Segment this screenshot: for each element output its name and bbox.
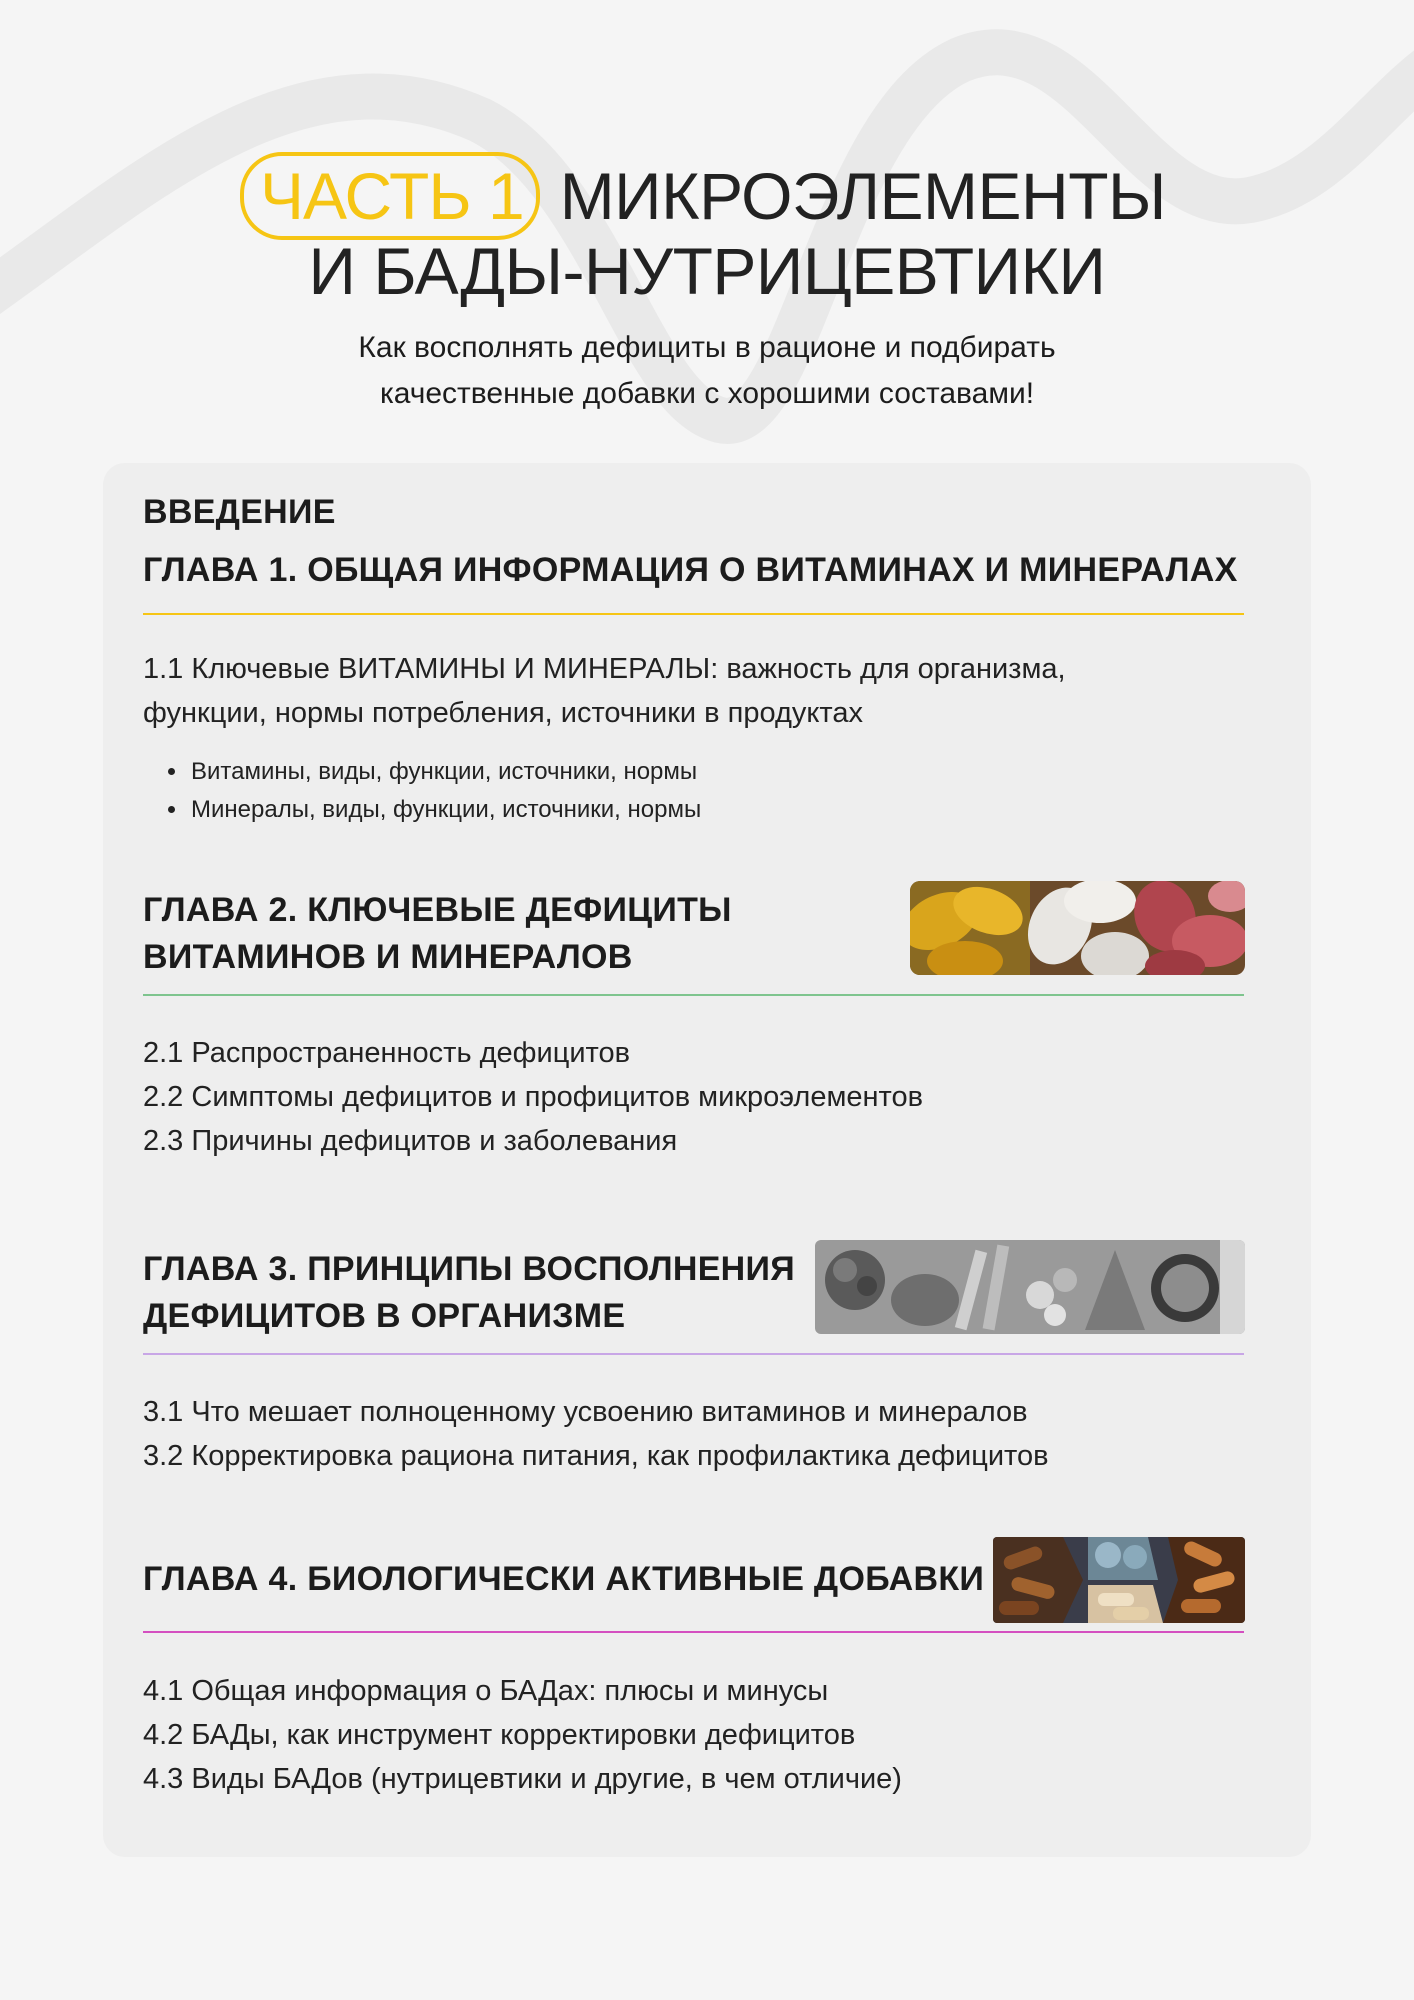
chapter-2-divider [143, 994, 1244, 996]
chapter-4-items [143, 1669, 902, 1801]
list-item[interactable]: • Минералы, виды, функции, источники, нормы [189, 791, 701, 829]
intro-heading[interactable]: ВВЕДЕНИЕ [143, 493, 336, 531]
chapter-1-bullet-list [143, 753, 701, 829]
subtitle-line-2: качественные добавки с хорошими составами! [379, 377, 1035, 410]
subtitle-line-1: Как восполнять дефициты в рационе и подбирать [358, 331, 1056, 364]
chapter-4-heading[interactable]: ГЛАВА 4. БИОЛОГИЧЕСКИ АКТИВНЫЕ ДОБАВКИ [143, 1560, 985, 1598]
chapter-1-divider [143, 613, 1244, 615]
chapter-1-item-line1: 1.1 Ключевые ВИТАМИНЫ И МИНЕРАЛЫ: важность для организма, [143, 653, 1066, 685]
chapter-3-items [143, 1390, 1049, 1478]
capsules-photo [993, 1537, 1245, 1623]
list-item[interactable]: 4.2 БАДы, как инструмент корректировки дефицитов [143, 1719, 856, 1751]
chapter-1-item[interactable] [143, 647, 1066, 735]
list-item[interactable]: 4.3 Виды БАДов (нутрицевтики и другие, в чем отличие) [143, 1763, 902, 1795]
chapter-2-items [143, 1031, 923, 1163]
chapter-2-heading-line1: ГЛАВА 2. КЛЮЧЕВЫЕ ДЕФИЦИТЫ [143, 891, 732, 929]
chapter-1-heading[interactable]: ГЛАВА 1. ОБЩАЯ ИНФОРМАЦИЯ О ВИТАМИНАХ И МИНЕРАЛАХ [143, 551, 1238, 589]
list-item[interactable]: 2.2 Симптомы дефицитов и профицитов микроэлементов [143, 1081, 924, 1113]
list-item[interactable]: • Витамины, виды, функции, источники, нормы [189, 753, 701, 791]
title-line-1 [240, 151, 1166, 241]
list-item[interactable]: 2.3 Причины дефицитов и заболевания [143, 1125, 678, 1157]
chapter-4-divider [143, 1631, 1244, 1633]
list-item[interactable]: 3.1 Что мешает полноценному усвоению витаминов и минералов [143, 1396, 1028, 1428]
chapter-3-divider [143, 1353, 1244, 1355]
pills-photo [910, 881, 1245, 975]
page-title-line2: И БАДЫ-НУТРИЦЕВТИКИ [308, 234, 1106, 308]
table-of-contents-card [103, 463, 1311, 1857]
page-subtitle [0, 325, 1414, 417]
chapter-2-heading[interactable] [143, 887, 732, 981]
chapter-3-heading-line2: ДЕФИЦИТОВ В ОРГАНИЗМЕ [143, 1297, 626, 1335]
part-badge: ЧАСТЬ 1 [240, 152, 540, 240]
chapter-1-item-line2: функции, нормы потребления, источники в продуктах [143, 697, 863, 729]
list-item[interactable]: 3.2 Корректировка рациона питания, как профилактика дефицитов [143, 1440, 1049, 1472]
list-item[interactable]: 4.1 Общая информация о БАДах: плюсы и минусы [143, 1675, 829, 1707]
vegetables-photo [815, 1240, 1245, 1334]
chapter-3-heading-line1: ГЛАВА 3. ПРИНЦИПЫ ВОСПОЛНЕНИЯ [143, 1250, 796, 1288]
page-title-line1: МИКРОЭЛЕМЕНТЫ [559, 159, 1166, 233]
chapter-2-heading-line2: ВИТАМИНОВ И МИНЕРАЛОВ [143, 938, 633, 976]
list-item[interactable]: 2.1 Распространенность дефицитов [143, 1037, 631, 1069]
chapter-3-heading[interactable] [143, 1246, 795, 1340]
